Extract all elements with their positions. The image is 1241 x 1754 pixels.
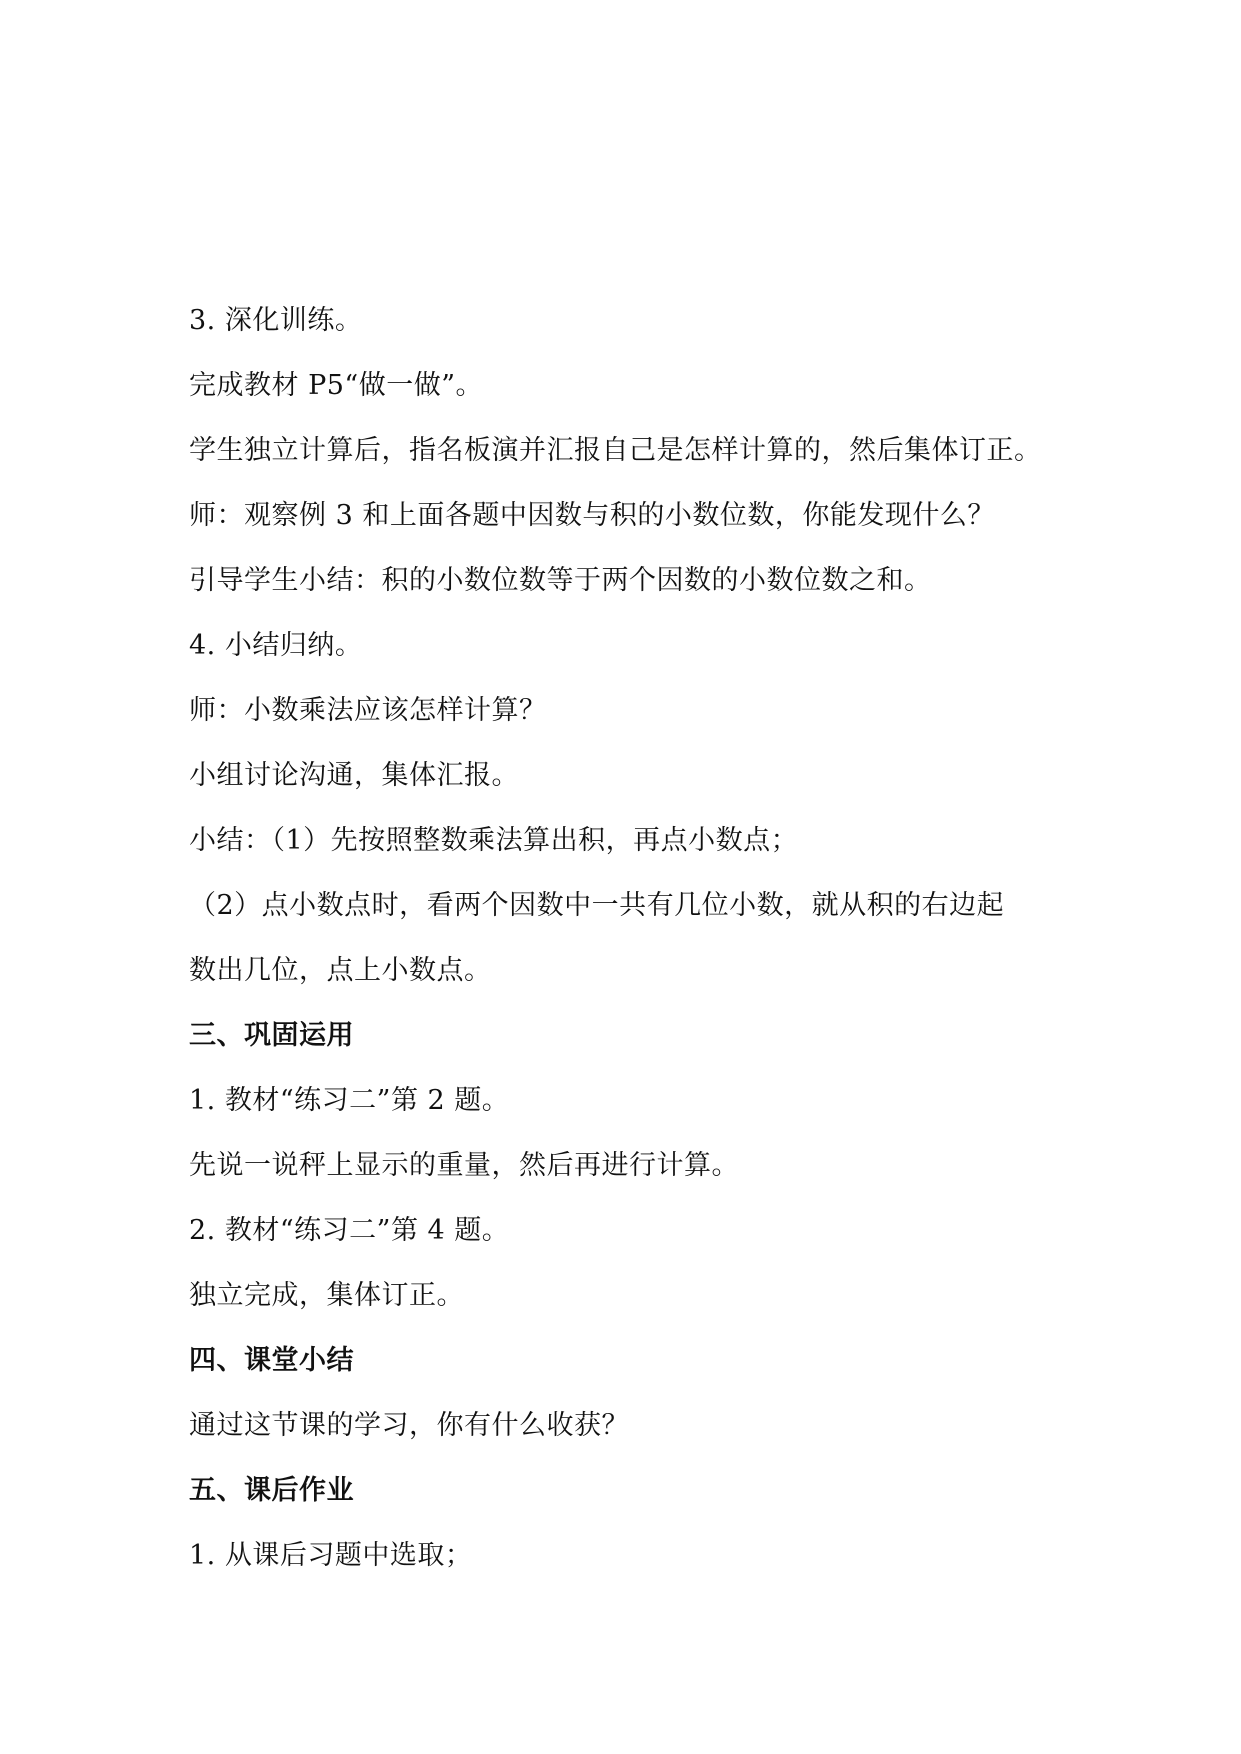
paragraph-textbook-exercise: 完成教材 P5“做一做”。 [189,370,484,401]
paragraph-teacher-question: 师：观察例 3 和上面各题中因数与积的小数位数，你能发现什么？ [189,500,995,531]
paragraph-summary-step-2: （2）点小数点时，看两个因数中一共有几位小数，就从积的右边起 [189,890,1005,921]
paragraph-summary-induction: 4. 小结归纳。 [189,630,363,661]
section-heading-class-summary: 四、课堂小结 [189,1345,354,1376]
paragraph-teacher-how-to-calculate: 师：小数乘法应该怎样计算？ [189,695,547,726]
paragraph-exercise-2-question-4: 2. 教材“练习二”第 4 题。 [189,1215,510,1246]
paragraph-exercise-2-question-2: 1. 教材“练习二”第 2 题。 [189,1085,510,1116]
paragraph-independent-completion: 独立完成，集体订正。 [189,1280,464,1311]
paragraph-group-discussion: 小组讨论沟通，集体汇报。 [189,760,519,791]
document-body [189,288,1069,1588]
paragraph-homework-item-1: 1. 从课后习题中选取； [189,1540,473,1571]
paragraph-scale-weight: 先说一说秤上显示的重量，然后再进行计算。 [189,1150,739,1181]
paragraph-summary-step-2-continued: 数出几位，点上小数点。 [189,955,492,986]
paragraph-summary-step-1: 小结：（1）先按照整数乘法算出积，再点小数点； [189,825,799,856]
section-heading-consolidation: 三、巩固运用 [189,1020,354,1051]
paragraph-guided-summary: 引导学生小结：积的小数位数等于两个因数的小数位数之和。 [189,565,932,596]
section-heading-homework: 五、课后作业 [189,1475,354,1506]
paragraph-deepen-training: 3. 深化训练。 [189,305,363,336]
paragraph-learning-gains: 通过这节课的学习，你有什么收获？ [189,1410,629,1441]
paragraph-independent-calculation: 学生独立计算后，指名板演并汇报自己是怎样计算的，然后集体订正。 [189,435,1042,466]
